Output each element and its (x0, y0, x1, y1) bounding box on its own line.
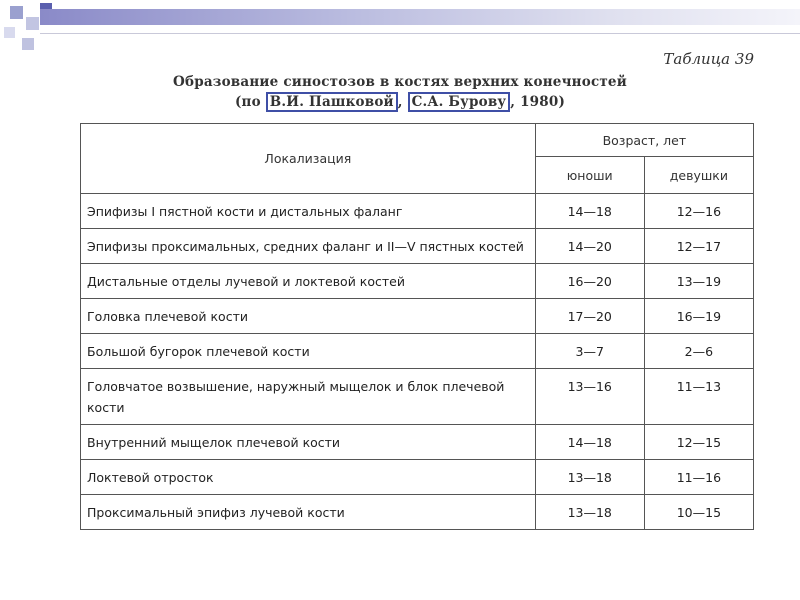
table-title: Образование синостозов в костях верхних конечностей (173, 74, 627, 90)
source-suffix: , 1980) (510, 94, 566, 110)
cell-location: Эпифизы I пястной кости и дистальных фаланг (81, 194, 536, 229)
column-header-boys: юноши (535, 157, 644, 194)
source-separator: , (397, 94, 403, 110)
header-gradient-bar (40, 9, 800, 25)
cell-age-boys: 14—18 (535, 194, 644, 229)
table-row (81, 425, 754, 460)
cell-location: Эпифизы проксимальных, средних фаланг и II—V пястных костей (81, 229, 536, 264)
cell-location: Головчатое возвышение, наружный мыщелок и блок плечевой кости (81, 369, 536, 425)
table-number-label: Таблица 39 (663, 50, 754, 68)
cell-age-boys: 16—20 (535, 264, 644, 299)
cell-location: Большой бугорок плечевой кости (81, 334, 536, 369)
cell-age-boys: 13—18 (535, 495, 644, 530)
source-prefix: (по (234, 94, 261, 110)
table-row (81, 369, 754, 425)
column-header-location: Локализация (81, 124, 536, 194)
cell-age-boys: 13—18 (535, 460, 644, 495)
table-row (81, 264, 754, 299)
cell-age-boys: 17—20 (535, 299, 644, 334)
table-source-line (0, 94, 800, 110)
cell-age-girls: 11—16 (644, 460, 753, 495)
table-row (81, 194, 754, 229)
table-row (81, 495, 754, 530)
header-divider (40, 33, 800, 34)
author-link-burov[interactable]: С.А. Бурову (408, 92, 511, 112)
cell-age-boys: 3—7 (535, 334, 644, 369)
cell-age-girls: 12—16 (644, 194, 753, 229)
author-link-pashkova[interactable]: В.И. Пашковой (266, 92, 398, 112)
cell-age-boys: 14—20 (535, 229, 644, 264)
cell-age-girls: 12—17 (644, 229, 753, 264)
cell-location: Дистальные отделы лучевой и локтевой костей (81, 264, 536, 299)
table-header-row (81, 124, 754, 157)
column-header-girls: девушки (644, 157, 753, 194)
table-row (81, 460, 754, 495)
cell-location: Головка плечевой кости (81, 299, 536, 334)
table-row (81, 334, 754, 369)
table-row (81, 299, 754, 334)
cell-location: Проксимальный эпифиз лучевой кости (81, 495, 536, 530)
cell-age-girls: 13—19 (644, 264, 753, 299)
cell-age-girls: 2—6 (644, 334, 753, 369)
column-header-age: Возраст, лет (535, 124, 753, 157)
cell-age-girls: 16—19 (644, 299, 753, 334)
cell-age-girls: 11—13 (644, 369, 753, 425)
cell-location: Внутренний мыщелок плечевой кости (81, 425, 536, 460)
cell-age-boys: 14—18 (535, 425, 644, 460)
cell-age-girls: 10—15 (644, 495, 753, 530)
ossification-table (80, 123, 754, 530)
table-row (81, 229, 754, 264)
cell-age-boys: 13—16 (535, 369, 644, 425)
cell-location: Локтевой отросток (81, 460, 536, 495)
cell-age-girls: 12—15 (644, 425, 753, 460)
